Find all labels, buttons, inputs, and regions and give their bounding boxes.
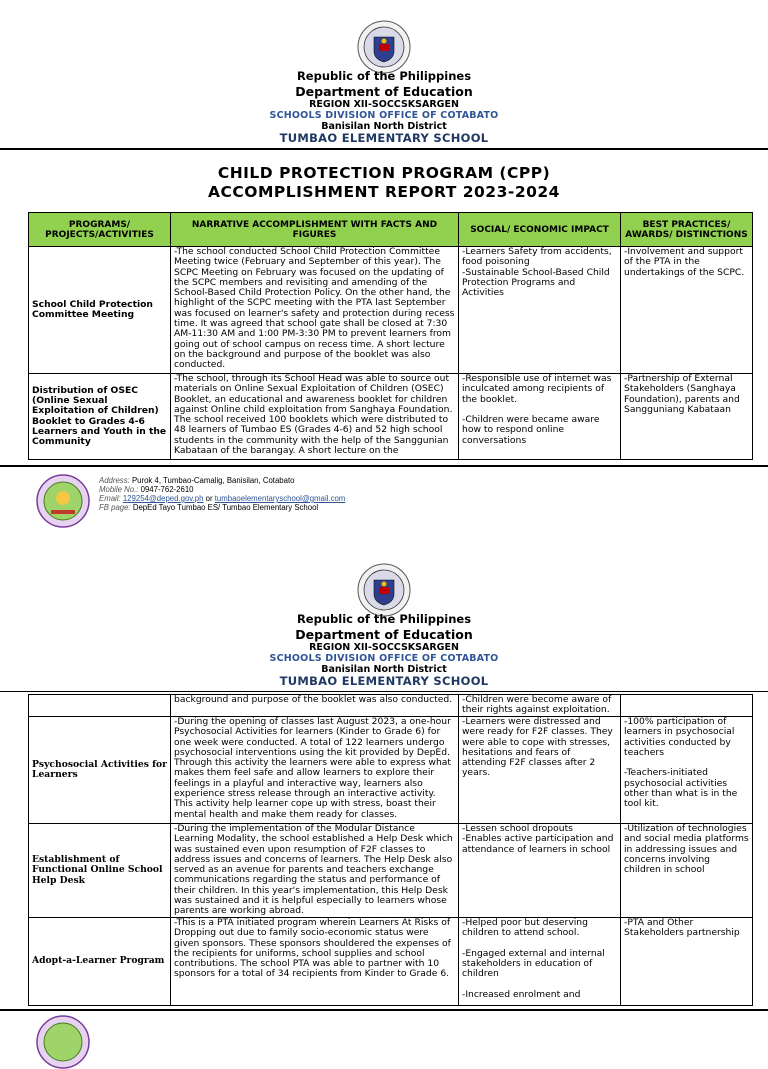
- narrative-cell: -This is a PTA initiated program wherein Learners At Risks of Dropping out due to family socio-economic status were given sponsors. These sponsors shouldered the expenses of the recipients for uniforms, school supplies and school contributions. The school PTA was able to partner with 10 sponsors for a total of 34 recipients from Kinder to Grade 6.: [171, 918, 459, 1006]
- table-row: [29, 824, 753, 918]
- email-label: Email:: [99, 494, 121, 503]
- report-title-line2: ACCOMPLISHMENT REPORT 2023-2024: [208, 183, 560, 201]
- narrative-cell: background and purpose of the booklet was also conducted.: [171, 695, 459, 717]
- program-cell: School Child Protection Committee Meeting: [29, 247, 171, 374]
- fb-label: FB page:: [99, 503, 131, 512]
- practices-cell: -100% participation of learners in psychosocial activities conducted by teachers -Teachers-initiated psychosocial activities other than what is in the tool kit.: [621, 717, 753, 824]
- deped-seal-icon: [357, 563, 411, 617]
- impact-cell: -Responsible use of internet was inculcated among recipients of the booklet. -Children were became aware how to respond online conversations: [459, 374, 621, 460]
- table-row: [29, 918, 753, 1006]
- email-link-2[interactable]: tumbaoelementaryschool@gmail.com: [214, 494, 346, 503]
- address-text: Purok 4, Tumbao-Camalig, Banisilan, Cotabato: [131, 476, 295, 485]
- district-heading: Banisilan North District: [321, 664, 447, 675]
- fb-text: DepEd Tayo Tumbao ES/ Tumbao Elementary School: [132, 503, 319, 512]
- deped-seal-icon: [357, 20, 411, 74]
- school-logo-icon: [36, 474, 90, 528]
- school-heading: TUMBAO ELEMENTARY SCHOOL: [279, 674, 489, 688]
- department-heading: Department of Education: [295, 627, 473, 642]
- table-row: [29, 374, 753, 460]
- practices-cell: -PTA and Other Stakeholders partnership: [621, 918, 753, 1006]
- department-heading: Department of Education: [295, 84, 473, 99]
- narrative-cell: -The school conducted School Child Protection Committee Meeting twice (February and September of this year). The SCPC Meeting on February was focused on the updating of the SCPC members and revisiting and amending of the School-Based Child Protection Policy. On the other hand, the highlight of the SCPC meeting with the PTA last September was focused on learner's safety and protection during recess time. It was agreed that school gate shall be closed at 7:30 AM-11:30 AM and 1:00 PM-3:30 PM to prevent learners from going out of school campus on recess time. A short lecture on the background and purpose of the booklet was also conducted.: [171, 247, 459, 374]
- school-heading: TUMBAO ELEMENTARY SCHOOL: [279, 131, 489, 145]
- table-row: [29, 247, 753, 374]
- footer-rule: [0, 1009, 768, 1011]
- republic-heading: Republic of the Philippines: [296, 612, 472, 626]
- division-heading: SCHOOLS DIVISION OFFICE OF COTABATO: [269, 110, 499, 121]
- header-programs: PROGRAMS/ PROJECTS/ACTIVITIES: [29, 213, 171, 247]
- header-practices: BEST PRACTICES/ AWARDS/ DISTINCTIONS: [621, 213, 753, 247]
- program-cell: [29, 695, 171, 717]
- impact-cell: -Children were become aware of their rights against exploitation.: [459, 695, 621, 717]
- email-link-1[interactable]: 129254@deped.gov.ph: [122, 494, 204, 503]
- table-header-row: [29, 213, 753, 247]
- practices-cell: [621, 695, 753, 717]
- footer-contact: [99, 476, 345, 512]
- narrative-cell: -The school, through its School Head was able to source out materials on Online Sexual Exploitation of Children (OSEC) Booklet, an educational and awareness booklet for children against Online child exploitation from Sanghaya Foundation. The school received 100 booklets which were distributed to 48 learners of Tumbao ES (Grades 4-6) and 52 high school students in the community with the help of the Sanggunian Kabataan of the barangay. A short lecture on the: [171, 374, 459, 460]
- page-1: [0, 0, 768, 512]
- address-label: Address:: [99, 476, 130, 485]
- impact-cell: -Learners Safety from accidents, food poisoning -Sustainable School-Based Child Protection Programs and Activities: [459, 247, 621, 374]
- header-narrative: NARRATIVE ACCOMPLISHMENT WITH FACTS AND FIGURES: [171, 213, 459, 247]
- or-text: or: [205, 494, 213, 503]
- practices-cell: -Utilization of technologies and social media platforms in addressing issues and concerns involving children in school: [621, 824, 753, 918]
- mobile-text: 0947-762-2610: [140, 485, 194, 494]
- program-cell: Establishment of Functional Online School Help Desk: [29, 824, 171, 918]
- region-heading: REGION XII-SOCCSKSARGEN: [309, 642, 459, 653]
- impact-cell: -Lessen school dropouts -Enables active participation and attendance of learners in school: [459, 824, 621, 918]
- header-rule: [0, 691, 768, 692]
- table-row: [29, 717, 753, 824]
- accomplishment-table-page1: [28, 212, 753, 460]
- program-cell: Psychosocial Activities for Learners: [29, 717, 171, 824]
- program-cell: Distribution of OSEC (Online Sexual Exploitation of Children) Booklet to Grades 4-6 Learners and Youth in the Community: [29, 374, 171, 460]
- practices-cell: -Involvement and support of the PTA in the undertakings of the SCPC.: [621, 247, 753, 374]
- division-heading: SCHOOLS DIVISION OFFICE OF COTABATO: [269, 653, 499, 664]
- republic-heading: Republic of the Philippines: [296, 69, 472, 83]
- report-title-line1: CHILD PROTECTION PROGRAM (CPP): [217, 164, 551, 182]
- header-impact: SOCIAL/ ECONOMIC IMPACT: [459, 213, 621, 247]
- program-cell: Adopt-a-Learner Program: [29, 918, 171, 1006]
- page-2: [0, 545, 768, 1024]
- table-row: [29, 695, 753, 717]
- region-heading: REGION XII-SOCCSKSARGEN: [309, 99, 459, 110]
- header-rule: [0, 148, 768, 150]
- accomplishment-table-page2: [28, 694, 753, 1006]
- practices-cell: -Partnership of External Stakeholders (Sanghaya Foundation), parents and Sangguniang Kabataan: [621, 374, 753, 460]
- narrative-cell: -During the opening of classes last August 2023, a one-hour Psychosocial Activities for learners (Kinder to Grade 6) for one week were conducted. A total of 122 learners undergo psychosocial interventions using the kit provided by DepEd. Through this activity the learners were able to express what makes them feel safe and allow learners to explore their feelings in a playful and interactive way, learners also experience stress release through an interactive activity. This activity help learner cope up with stress, boast their mental health and make them ready for classes.: [171, 717, 459, 824]
- mobile-label: Mobile No.:: [99, 485, 139, 494]
- footer: [0, 466, 768, 526]
- narrative-cell: -During the implementation of the Modular Distance Learning Modality, the school established a Help Desk which was sustained even upon resumption of F2F classes to address issues and concerns of learners. The Help Desk also served as an avenue for parents and teachers exchange communications regarding the status and performance of their children. In this year's implementation, this Help Desk was sustained and it is helpful especially to learners whose parents are working abroad.: [171, 824, 459, 918]
- district-heading: Banisilan North District: [321, 121, 447, 132]
- school-logo-icon: [36, 1015, 90, 1069]
- impact-cell: -Learners were distressed and were ready for F2F classes. They were able to cope with stresses, hesitations and fears of attending F2F classes after 2 years.: [459, 717, 621, 824]
- impact-cell: -Helped poor but deserving children to attend school. -Engaged external and internal stakeholders in education of children -Increased enrolment and: [459, 918, 621, 1006]
